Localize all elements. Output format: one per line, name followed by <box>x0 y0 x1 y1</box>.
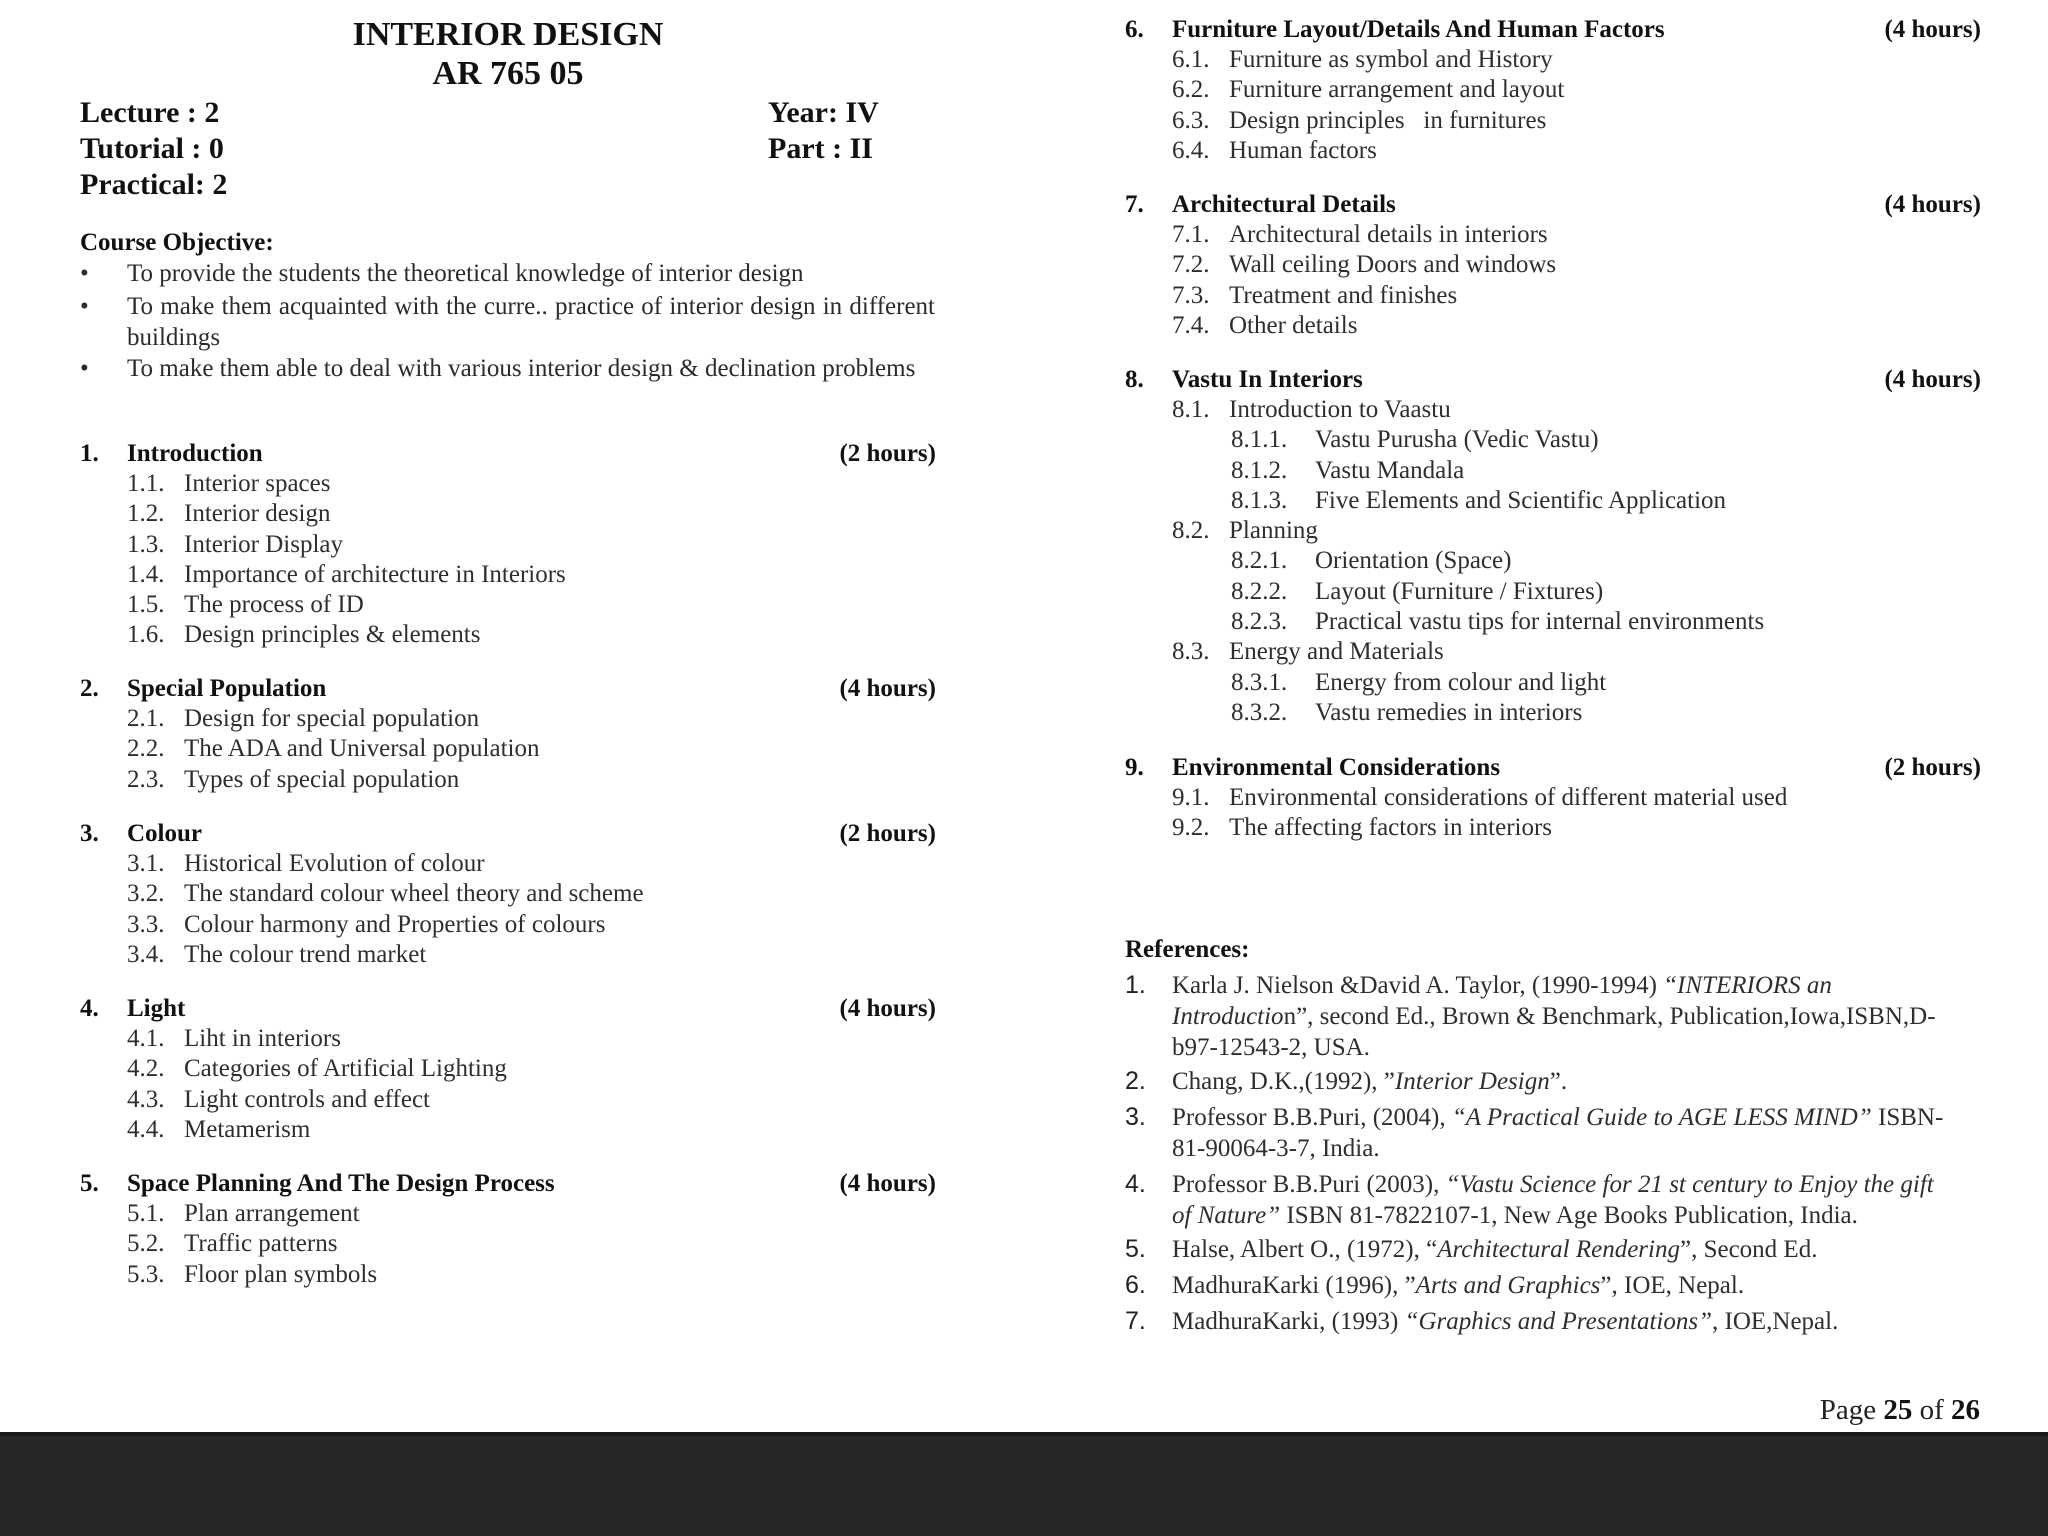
topic-item <box>80 1200 936 1230</box>
section-furniture-layout <box>1125 16 1981 167</box>
reference-number: 2. <box>1125 1067 1146 1095</box>
section-space-planning <box>80 1170 936 1291</box>
section-hours: (2 hours) <box>839 440 936 467</box>
reference-item <box>1125 1102 1955 1164</box>
topic-text: Importance of architecture in Interiors <box>184 560 566 588</box>
topic-number: 8.3. <box>1172 638 1210 666</box>
topic-number: 1.3. <box>127 530 165 558</box>
topic-text: Interior Display <box>184 530 343 558</box>
reference-work-title: Arts and Graphics <box>1415 1272 1601 1299</box>
section-number: 3. <box>80 820 99 847</box>
topic-item <box>80 621 936 651</box>
section-heading <box>1125 16 1981 46</box>
topic-item <box>80 470 936 500</box>
topic-number: 6.4. <box>1172 136 1210 164</box>
topic-item <box>80 941 936 971</box>
section-colour <box>80 820 936 971</box>
topic-number: 7.4. <box>1172 311 1210 339</box>
practical-hours: Practical: 2 <box>80 168 228 201</box>
topic-text: Other details <box>1229 311 1358 339</box>
topic-number: 7.2. <box>1172 251 1210 279</box>
subtopic-item <box>1125 608 1981 638</box>
topic-item <box>1125 221 1981 251</box>
topic-text: Light controls and effect <box>184 1085 430 1113</box>
reference-item <box>1125 1234 1955 1265</box>
section-number: 6. <box>1125 16 1144 43</box>
topic-number: 1.4. <box>127 560 165 588</box>
reference-number: 4. <box>1125 1170 1146 1198</box>
section-number: 7. <box>1125 191 1144 218</box>
topic-text: Colour harmony and Properties of colours <box>184 910 606 938</box>
topic-item <box>1125 396 1981 426</box>
topic-number: 6.1. <box>1172 46 1210 73</box>
reference-number: 3. <box>1125 1103 1146 1131</box>
section-title: Introduction <box>127 440 263 467</box>
reference-work-title: “Vastu Science for 21 st century to Enjoy the gift of Nature” <box>1172 1171 1934 1229</box>
topic-number: 2.2. <box>127 735 165 763</box>
reference-author: MadhuraKarki, (1993) <box>1172 1308 1405 1335</box>
section-heading <box>1125 366 1981 396</box>
reference-author: Halse, Albert O., (1972), “ <box>1172 1236 1438 1263</box>
reference-work-title: “Graphics and Presentations” <box>1404 1308 1712 1335</box>
reference-author: Professor B.B.Puri, (2004), <box>1172 1104 1452 1131</box>
subtopic-item <box>1125 699 1981 729</box>
section-architectural-details <box>1125 191 1981 342</box>
topic-text: The process of ID <box>184 591 364 619</box>
topic-item <box>80 1230 936 1260</box>
topic-text: Vastu Purusha (Vedic Vastu) <box>1315 426 1599 454</box>
topic-text: Introduction to Vaastu <box>1229 396 1451 423</box>
bullet-icon: • <box>80 355 89 382</box>
topic-text: Types of special population <box>184 765 460 793</box>
section-heading <box>80 675 936 705</box>
page-of: of <box>1912 1394 1951 1426</box>
topic-text: Interior design <box>184 500 331 528</box>
topic-text: The standard colour wheel theory and scheme <box>184 880 644 908</box>
subtopic-item <box>1125 426 1981 456</box>
subtopic-item <box>1125 457 1981 487</box>
topic-number: 8.1.3. <box>1231 486 1288 514</box>
topic-item <box>1125 251 1981 281</box>
topic-number: 3.2. <box>127 880 165 908</box>
topic-text: Categories of Artificial Lighting <box>184 1055 507 1083</box>
reference-number: 6. <box>1125 1271 1146 1299</box>
topic-text: The affecting factors in interiors <box>1229 814 1553 842</box>
objective-bullet <box>80 353 935 415</box>
topic-number: 6.3. <box>1172 106 1210 134</box>
topic-number: 1.1. <box>127 470 165 497</box>
reference-publisher: ISBN-81-90064-3-7, India. <box>1172 1104 1944 1162</box>
topic-number: 5.1. <box>127 1200 165 1227</box>
reference-item <box>1125 970 1955 1063</box>
topic-number: 4.1. <box>127 1025 165 1052</box>
reference-text <box>1172 1306 1952 1337</box>
topic-number: 7.3. <box>1172 281 1210 309</box>
section-heading <box>80 995 936 1025</box>
section-title: Environmental Considerations <box>1172 754 1501 781</box>
section-title: Colour <box>127 820 202 847</box>
tutorial-hours: Tutorial : 0 <box>80 132 224 165</box>
section-hours: (2 hours) <box>1884 754 1981 781</box>
topic-item <box>1125 784 1981 814</box>
objective-text: To make them acquainted with the curre.. practice of interior design in different buildings <box>127 293 935 351</box>
course-objective-heading: Course Objective: <box>80 229 274 256</box>
section-hours: (4 hours) <box>1884 16 1981 43</box>
topic-item <box>1125 282 1981 312</box>
bullet-icon: • <box>80 260 89 287</box>
reference-item <box>1125 1306 1955 1337</box>
reference-work-title: “INTERIORS an Introductio <box>1172 972 1832 1030</box>
topic-number: 2.1. <box>127 705 165 732</box>
topic-text: Practical vastu tips for internal environments <box>1315 608 1765 636</box>
reference-text <box>1172 1270 1952 1301</box>
topic-number: 6.2. <box>1172 76 1210 104</box>
topic-number: 8.1. <box>1172 396 1210 423</box>
topic-text: Traffic patterns <box>184 1230 338 1258</box>
objective-bullet <box>80 291 935 353</box>
reference-publisher: ISBN 81-7822107-1, New Age Books Publication, India. <box>1280 1202 1858 1229</box>
bullet-icon: • <box>80 293 89 320</box>
reference-author: Karla J. Nielson &David A. Taylor, (1990-1994) <box>1172 972 1664 999</box>
section-title: Architectural Details <box>1172 191 1396 218</box>
reference-text <box>1172 1102 1952 1164</box>
page-number <box>1820 1394 1980 1427</box>
reference-number: 5. <box>1125 1235 1146 1263</box>
topic-item <box>80 705 936 735</box>
topic-item <box>1125 46 1981 76</box>
page-prefix: Page <box>1819 1394 1884 1426</box>
viewer-bottom-bar <box>0 1436 2048 1536</box>
section-number: 4. <box>80 995 99 1022</box>
topic-text: Energy and Materials <box>1229 638 1444 666</box>
page-total: 26 <box>1951 1394 1980 1426</box>
section-title: Space Planning And The Design Process <box>127 1170 555 1197</box>
section-environmental <box>1125 754 1981 845</box>
section-introduction <box>80 440 936 652</box>
section-title: Vastu In Interiors <box>1172 366 1363 393</box>
topic-item <box>1125 517 1981 547</box>
topic-number: 8.3.1. <box>1231 668 1288 696</box>
topic-text: Plan arrangement <box>184 1200 360 1227</box>
reference-work-title: Architectural Rendering <box>1437 1236 1680 1263</box>
section-hours: (4 hours) <box>1884 191 1981 218</box>
topic-number: 8.2.3. <box>1231 608 1288 636</box>
subtopic-item <box>1125 547 1981 577</box>
topic-item <box>1125 312 1981 342</box>
section-special-population <box>80 675 936 796</box>
section-number: 1. <box>80 440 99 467</box>
topic-text: Vastu Mandala <box>1315 456 1465 484</box>
section-title: Special Population <box>127 675 327 702</box>
topic-item <box>80 1261 936 1291</box>
topic-number: 9.1. <box>1172 784 1210 811</box>
topic-item <box>80 1086 936 1116</box>
topic-number: 9.2. <box>1172 814 1210 842</box>
reference-author: Chang, D.K.,(1992), ” <box>1172 1068 1395 1095</box>
topic-item <box>80 1055 936 1085</box>
topic-text: Design for special population <box>184 705 480 732</box>
topic-item <box>80 1025 936 1055</box>
section-hours: (4 hours) <box>839 675 936 702</box>
section-heading <box>80 440 936 470</box>
references-heading: References: <box>1125 936 1250 963</box>
topic-number: 4.3. <box>127 1085 165 1113</box>
topic-item <box>80 850 936 880</box>
section-heading <box>80 1170 936 1200</box>
topic-number: 1.6. <box>127 621 165 649</box>
reference-work-title: “A Practical Guide to AGE LESS MIND” <box>1451 1104 1872 1131</box>
topic-text: Layout (Furniture / Fixtures) <box>1315 577 1604 605</box>
reference-text <box>1172 1066 1952 1097</box>
topic-item <box>1125 137 1981 167</box>
reference-item <box>1125 1066 1955 1097</box>
topic-text: The colour trend market <box>184 940 427 968</box>
topic-number: 8.1.2. <box>1231 456 1288 484</box>
reference-number: 7. <box>1125 1307 1146 1335</box>
year-label: Year: IV <box>768 96 879 129</box>
topic-item <box>80 911 936 941</box>
section-hours: (4 hours) <box>1884 366 1981 393</box>
topic-item <box>80 735 936 765</box>
reference-publisher: ”. <box>1549 1068 1568 1095</box>
topic-number: 5.3. <box>127 1260 165 1288</box>
topic-item <box>1125 107 1981 137</box>
topic-text: Furniture as symbol and History <box>1229 46 1553 73</box>
topic-text: Design principles in furnitures <box>1229 106 1547 134</box>
topic-item <box>1125 76 1981 106</box>
section-hours: (4 hours) <box>839 995 936 1022</box>
topic-item <box>80 531 936 561</box>
topic-number: 3.1. <box>127 850 165 877</box>
objective-text: To make them able to deal with various interior design & declination problems <box>127 355 916 382</box>
topic-item <box>1125 638 1981 668</box>
reference-publisher: , IOE,Nepal. <box>1712 1308 1839 1335</box>
lecture-hours: Lecture : 2 <box>80 96 220 129</box>
section-vastu <box>1125 366 1981 729</box>
topic-item <box>80 500 936 530</box>
reference-publisher: ”, Second Ed. <box>1679 1236 1818 1263</box>
reference-number: 1. <box>1125 971 1146 999</box>
topic-number: 3.4. <box>127 940 165 968</box>
reference-work-title: Interior Design <box>1394 1068 1550 1095</box>
topic-item <box>80 766 936 796</box>
topic-text: Architectural details in interiors <box>1229 221 1548 248</box>
topic-number: 8.2.1. <box>1231 547 1288 575</box>
topic-item <box>80 1116 936 1146</box>
topic-number: 1.5. <box>127 591 165 619</box>
reference-item <box>1125 1270 1955 1301</box>
reference-text <box>1172 1169 1952 1231</box>
course-title: INTERIOR DESIGN <box>352 16 664 53</box>
reference-author: MadhuraKarki (1996), ” <box>1172 1272 1416 1299</box>
section-number: 2. <box>80 675 99 702</box>
topic-text: Historical Evolution of colour <box>184 850 485 877</box>
topic-text: Liht in interiors <box>184 1025 341 1052</box>
topic-item <box>1125 814 1981 844</box>
topic-text: Five Elements and Scientific Application <box>1315 486 1727 514</box>
section-title: Furniture Layout/Details And Human Factors <box>1172 16 1665 43</box>
topic-text: Furniture arrangement and layout <box>1229 76 1565 104</box>
subtopic-item <box>1125 578 1981 608</box>
topic-text: Interior spaces <box>184 470 331 497</box>
section-light <box>80 995 936 1146</box>
reference-item <box>1125 1169 1955 1231</box>
topic-text: Floor plan symbols <box>184 1260 378 1288</box>
reference-text <box>1172 970 1952 1063</box>
topic-number: 5.2. <box>127 1230 165 1258</box>
topic-text: The ADA and Universal population <box>184 735 540 763</box>
reference-text <box>1172 1234 1952 1265</box>
subtopic-item <box>1125 669 1981 699</box>
section-heading <box>1125 191 1981 221</box>
reference-author: Professor B.B.Puri (2003), <box>1172 1171 1446 1198</box>
objective-text: To provide the students the theoretical knowledge of interior design <box>127 260 804 287</box>
topic-text: Orientation (Space) <box>1315 547 1512 575</box>
topic-number: 2.3. <box>127 765 165 793</box>
section-number: 8. <box>1125 366 1144 393</box>
topic-number: 4.2. <box>127 1055 165 1083</box>
topic-number: 8.1.1. <box>1231 426 1288 454</box>
subtopic-item <box>1125 487 1981 517</box>
reference-publisher: ”, IOE, Nepal. <box>1600 1272 1745 1299</box>
section-number: 5. <box>80 1170 99 1197</box>
topic-number: 7.1. <box>1172 221 1210 248</box>
section-number: 9. <box>1125 754 1144 781</box>
topic-text: Human factors <box>1229 136 1377 164</box>
topic-number: 8.2.2. <box>1231 577 1288 605</box>
section-heading <box>80 820 936 850</box>
reference-publisher: n”, second Ed., Brown & Benchmark, Publication,Iowa,ISBN,D-b97-12543-2, USA. <box>1172 1003 1936 1061</box>
topic-text: Metamerism <box>184 1115 311 1143</box>
topic-item <box>80 561 936 591</box>
topic-number: 4.4. <box>127 1115 165 1143</box>
part-label: Part : II <box>768 132 873 165</box>
topic-text: Environmental considerations of different material used <box>1229 784 1788 811</box>
section-hours: (2 hours) <box>839 820 936 847</box>
topic-text: Treatment and finishes <box>1229 281 1458 309</box>
topic-number: 1.2. <box>127 500 165 528</box>
topic-item <box>80 880 936 910</box>
section-hours: (4 hours) <box>839 1170 936 1197</box>
section-title: Light <box>127 995 186 1022</box>
course-code: AR 765 05 <box>432 55 584 92</box>
topic-text: Vastu remedies in interiors <box>1315 698 1583 726</box>
topic-number: 3.3. <box>127 910 165 938</box>
topic-text: Planning <box>1229 517 1318 545</box>
topic-text: Design principles & elements <box>184 621 481 649</box>
page-current: 25 <box>1883 1394 1913 1426</box>
topic-text: Wall ceiling Doors and windows <box>1229 251 1557 279</box>
topic-text: Energy from colour and light <box>1315 668 1607 696</box>
topic-item <box>80 591 936 621</box>
topic-number: 8.2. <box>1172 517 1210 545</box>
section-heading <box>1125 754 1981 784</box>
topic-number: 8.3.2. <box>1231 698 1288 726</box>
objective-bullet <box>80 258 935 289</box>
